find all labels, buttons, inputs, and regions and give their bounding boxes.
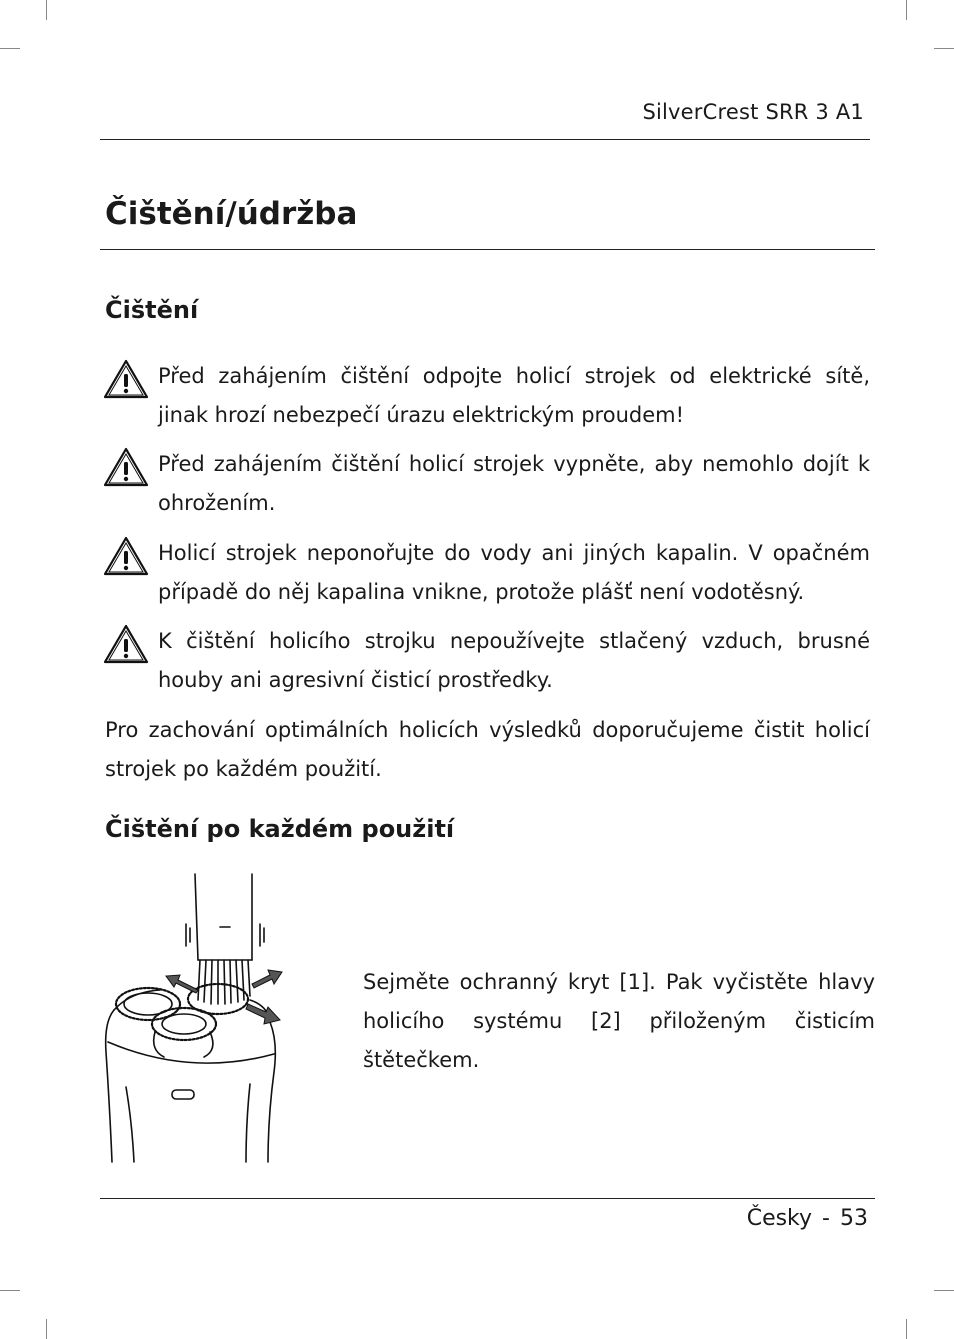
shaver-brush-cleaning-illustration [100, 872, 290, 1164]
footer-language: Česky [746, 1206, 813, 1231]
warning-triangle-icon [103, 447, 149, 487]
warning-triangle-icon [103, 536, 149, 576]
crop-mark [906, 1319, 907, 1339]
crop-mark [906, 0, 907, 20]
section-divider [100, 249, 875, 250]
warning-text: Holicí strojek neponořujte do vody ani jiných kapalin. V opačném případě do něj kapalina vnikne, protože plášť není vodotěsný. [158, 541, 870, 604]
product-name: SilverCrest SRR 3 A1 [642, 100, 864, 124]
after-use-instructions: Sejměte ochranný kryt [1]. Pak vyčistěte hlavy holicího systému [2] přiloženým čisticím štětečkem. [363, 970, 875, 1072]
warning-text: Před zahájením čištění holicí strojek vypněte, aby nemohlo dojít k ohrožením. [158, 452, 870, 515]
warning-item [103, 357, 870, 435]
warning-item [103, 622, 870, 700]
crop-mark [46, 0, 47, 20]
crop-mark [0, 48, 20, 49]
cleaning-note: Pro zachování optimálních holicích výsledků doporučujeme čistit holicí strojek po každém použití. [105, 718, 870, 781]
warning-text: K čištění holicího strojku nepoužívejte stlačený vzduch, brusné houby ani agresivní čisticí prostředky. [158, 629, 870, 692]
subsection-title-cleaning: Čištění [105, 296, 199, 324]
warning-triangle-icon [103, 624, 149, 664]
subsection-title-after-use: Čištění po každém použití [105, 815, 455, 843]
crop-mark [46, 1319, 47, 1339]
page-footer [747, 1206, 868, 1231]
warning-triangle-icon [103, 359, 149, 399]
crop-mark [934, 48, 954, 49]
section-title: Čištění/údržba [105, 196, 358, 232]
page-number: 53 [840, 1206, 868, 1231]
crop-mark [0, 1290, 20, 1291]
warning-item [103, 445, 870, 523]
footer-separator: - [822, 1206, 830, 1231]
header-divider [100, 139, 870, 140]
warning-text: Před zahájením čištění odpojte holicí strojek od elektrické sítě, jinak hrozí nebezpečí úrazu elektrickým proudem! [158, 364, 870, 427]
crop-mark [934, 1290, 954, 1291]
warning-item [103, 534, 870, 612]
footer-divider [100, 1198, 875, 1199]
